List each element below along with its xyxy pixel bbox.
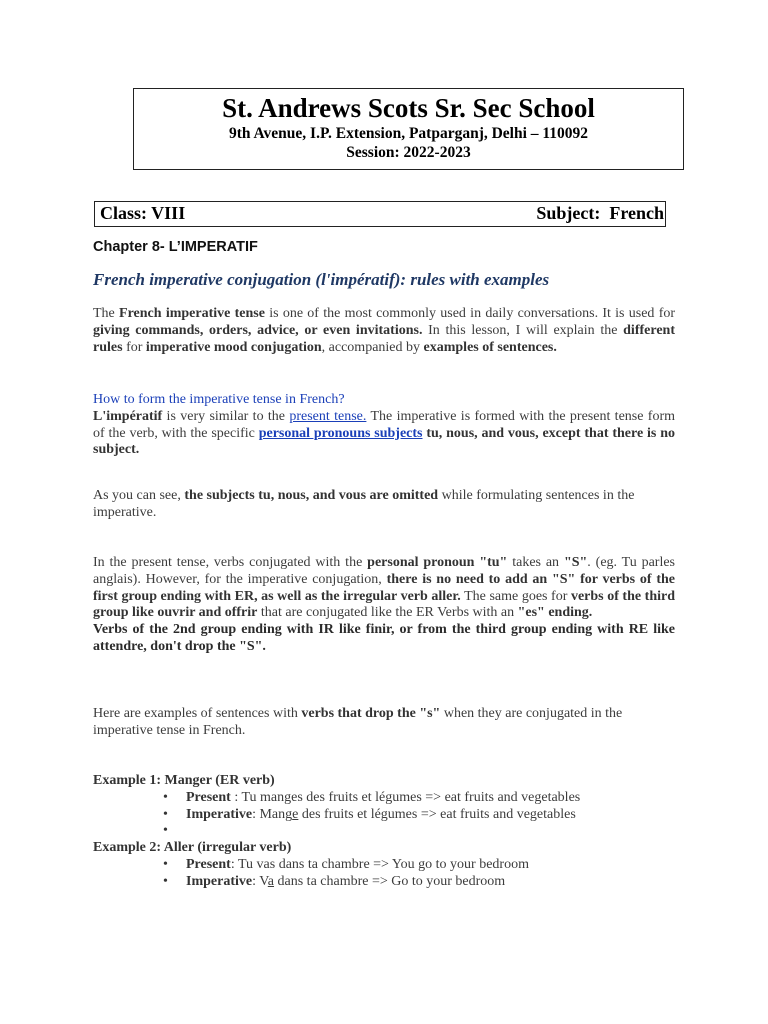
- example-sentence: : Tu manges des fruits et légumes => eat fruits and vegetables: [230, 789, 581, 805]
- list-item: [93, 807, 675, 824]
- list-item-empty: [93, 823, 675, 840]
- present-tense-paragraph: [93, 555, 675, 656]
- examples-intro-bold: verbs that drop the "s": [301, 706, 441, 721]
- intro-text: is one of the most commonly used in daily conversations. It is used for: [264, 306, 676, 321]
- bullet-icon: •: [163, 856, 168, 872]
- imperative-label: Imperative: [186, 806, 253, 822]
- example-2-list: [93, 857, 675, 891]
- chapter-heading: Chapter 8- L’IMPERATIF: [93, 239, 258, 255]
- intro-text: The: [93, 306, 120, 321]
- example-sentence: des fruits et légumes => eat fruits and vegetables: [298, 806, 576, 822]
- subject-label: Subject: French: [536, 203, 664, 223]
- example-sentence: : V: [252, 873, 268, 889]
- examples-intro-text: Here are examples of sentences with: [93, 706, 302, 721]
- example-1-list: [93, 790, 675, 840]
- omitted-text: while formulating sentences in the imperative.: [93, 488, 635, 520]
- how-to-section: [93, 392, 675, 459]
- school-header-box: [133, 88, 684, 170]
- school-address: 9th Avenue, I.P. Extension, Patparganj, Delhi – 110092: [228, 125, 589, 142]
- intro-bold: French imperative tense: [119, 306, 265, 321]
- how-to-text: is very similar to the: [162, 408, 290, 424]
- how-to-bold: tu, nous, and vous, except that there is no subject.: [93, 425, 675, 458]
- intro-bold: different rules: [93, 322, 675, 355]
- session-label: Session: 2022-2023: [346, 144, 471, 161]
- present-tense-text: [93, 555, 675, 622]
- example-2-title: Example 2: Aller (irregular verb): [93, 840, 292, 856]
- present-tense-link[interactable]: present tense.: [289, 408, 367, 424]
- underlined-letter: a: [267, 873, 275, 889]
- list-item: [93, 874, 675, 891]
- intro-paragraph: [93, 306, 675, 356]
- example-1-title: Example 1: Manger (ER verb): [93, 773, 275, 788]
- intro-bold: imperative mood conjugation: [145, 339, 322, 355]
- how-to-text: The imperative is formed with the present tense form of the verb, with the specific: [93, 408, 676, 441]
- bullet-icon: •: [163, 823, 168, 839]
- present-bold: verbs of the third group like ouvrir and offrir: [93, 588, 676, 621]
- class-label: Class: VIII: [100, 203, 186, 223]
- present-text: . (eg. Tu parles anglais). However, for the imperative conjugation,: [93, 555, 675, 587]
- examples-intro-paragraph: [93, 706, 675, 740]
- personal-pronouns-link[interactable]: personal pronouns subjects: [258, 425, 423, 441]
- bullet-icon: •: [163, 806, 168, 822]
- how-to-heading: How to form the imperative tense in French?: [93, 392, 345, 407]
- intro-text: for: [122, 339, 146, 355]
- intro-text: , accompanied by: [321, 339, 424, 355]
- present-bold: "es" ending.: [517, 605, 593, 621]
- omitted-paragraph: [93, 488, 675, 522]
- present-text: In the present tense, verbs conjugated with the: [93, 555, 368, 570]
- examples-section: [93, 773, 675, 891]
- present-bold: there is no need to add an "S" for verbs of the first group ending with ER, as well as the irregular verb aller.: [93, 571, 675, 604]
- school-name: St. Andrews Scots Sr. Sec School: [222, 93, 595, 123]
- second-group-rule: Verbs of the 2nd group ending with IR like finir, or from the third group ending with RE like attendre, don't drop the "S".: [93, 622, 675, 654]
- list-item: [93, 857, 675, 874]
- class-subject-bar: [94, 201, 666, 227]
- present-bold: "S": [563, 555, 588, 570]
- present-text: The same goes for: [460, 588, 571, 604]
- intro-bold: giving commands, orders, advice, or even invitations.: [93, 322, 423, 338]
- omitted-bold: the subjects tu, nous, and vous are omitted: [184, 488, 439, 503]
- omitted-text: As you can see,: [93, 488, 185, 503]
- bullet-icon: •: [163, 873, 168, 889]
- how-to-paragraph: [93, 409, 675, 459]
- example-sentence: : Mang: [252, 806, 293, 822]
- underlined-letter: e: [292, 806, 299, 822]
- how-to-bold: L'impératif: [93, 408, 163, 424]
- present-text: takes an: [507, 555, 564, 570]
- present-text: that are conjugated like the ER Verbs with an: [257, 605, 518, 621]
- bullet-icon: •: [163, 789, 168, 805]
- imperative-label: Imperative: [186, 873, 253, 889]
- present-label: Present: [186, 856, 231, 872]
- present-label: Present: [186, 789, 231, 805]
- intro-text: In this lesson, I will explain the: [422, 322, 624, 338]
- article-title: French imperative conjugation (l'impératif): rules with examples: [93, 270, 550, 289]
- example-sentence: : Tu vas dans ta chambre => You go to your bedroom: [230, 856, 529, 872]
- examples-intro-text: when they are conjugated in the imperative tense in French.: [93, 706, 623, 738]
- intro-bold: examples of sentences.: [423, 339, 557, 355]
- present-bold: personal pronoun "tu": [367, 555, 508, 570]
- example-sentence: dans ta chambre => Go to your bedroom: [274, 873, 506, 889]
- list-item: [93, 790, 675, 807]
